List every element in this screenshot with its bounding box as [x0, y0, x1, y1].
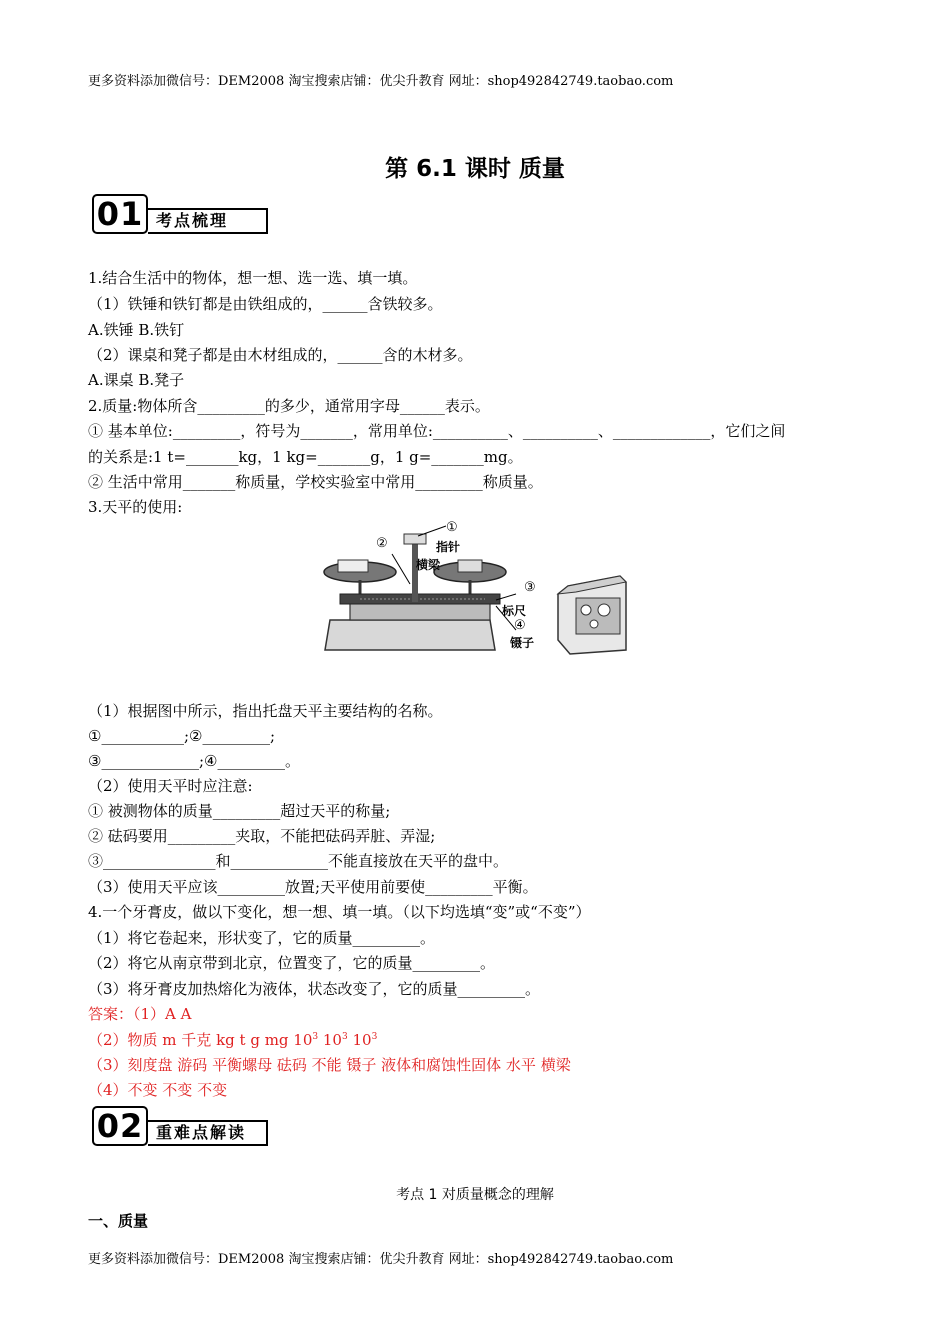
text-line: 4.一个牙膏皮，做以下变化，想一想、填一填。（以下均选填“变”或“不变”）	[88, 903, 591, 921]
text-line: A.铁锤 B.铁钉	[88, 321, 185, 339]
text-line: 3.天平的使用:	[88, 498, 183, 516]
label-n2: ②	[376, 536, 388, 551]
text-line: ③_______________和_____________不能直接放在天平的盘中。	[88, 852, 509, 870]
badge-label: 重难点解读	[148, 1120, 268, 1146]
answer-line-1: 答案：（1）A A	[88, 1005, 192, 1023]
text-line: A.课桌 B.凳子	[88, 371, 185, 389]
answer-line-2: （2）物质 m 千克 kg t g mg $10^3$ $10^3$ $10^3$	[88, 1031, 378, 1049]
text-line: 的关系是:1 t=_______kg，1 kg=_______g，1 g=_______mg。	[88, 448, 523, 466]
badge-number: 01	[92, 194, 148, 234]
text-line: （2）将它从南京带到北京，位置变了，它的质量_________。	[88, 954, 496, 972]
text-line: ①___________;②_________;	[88, 727, 276, 745]
label-pointer: 指针	[436, 540, 461, 554]
text-line: ③_____________;④_________。	[88, 752, 300, 770]
label-tweezers: 镊子	[510, 636, 535, 650]
text-line: ① 被测物体的质量_________超过天平的称量;	[88, 802, 391, 820]
balance-figure	[320, 520, 632, 660]
label-scale: 标尺	[502, 604, 527, 618]
text-line: ② 砝码要用_________夹取，不能把砝码弄脏、弄湿;	[88, 827, 436, 845]
label-n1: ①	[446, 520, 458, 535]
text-line: （2）课桌和凳子都是由木材组成的，______含的木材多。	[88, 346, 473, 364]
label-n3: ③	[524, 580, 536, 595]
subsection-title: 一、质量	[88, 1212, 149, 1230]
text-line: （3）将牙膏皮加热熔化为液体，状态改变了，它的质量_________。	[88, 980, 541, 998]
text-line: （3）使用天平应该_________放置;天平使用前要使_________平衡。	[88, 878, 538, 896]
balance-illustration	[320, 520, 632, 660]
text-line: ② 生活中常用_______称质量，学校实验室中常用_________称质量。	[88, 473, 543, 491]
page-footer: 更多资料添加微信号：DEM2008 淘宝搜索店铺：优尖升教育 网址：shop492842749.taobao.com	[88, 1252, 674, 1267]
text-line: （1）将它卷起来，形状变了，它的质量_________。	[88, 929, 436, 947]
label-n4: ④	[514, 618, 526, 633]
label-beam: 横梁	[416, 558, 441, 572]
text-line: （1）根据图中所示，指出托盘天平主要结构的名称。	[88, 702, 443, 720]
page-header: 更多资料添加微信号：DEM2008 淘宝搜索店铺：优尖升教育 网址：shop492842749.taobao.com	[88, 74, 674, 89]
answer-line-4: （4）不变 不变 不变	[88, 1081, 228, 1099]
badge-number: 02	[92, 1106, 148, 1146]
page-title: 第 6.1 课时 质量	[385, 156, 565, 182]
text-line: ① 基本单位:_________，符号为_______，常用单位:__________、__________、_____________，它们之间	[88, 422, 786, 440]
answer-line-3: （3）刻度盘 游码 平衡螺母 砝码 不能 镊子 液体和腐蚀性固体 水平 横梁	[88, 1056, 571, 1074]
text-line: 1.结合生活中的物体，想一想、选一选、填一填。	[88, 269, 418, 287]
badge-label: 考点梳理	[148, 208, 268, 234]
section-title: 考点 1 对质量概念的理解	[396, 1187, 554, 1203]
text-line: （2）使用天平时应注意:	[88, 777, 253, 795]
text-line: 2.质量:物体所含_________的多少，通常用字母______表示。	[88, 397, 490, 415]
text-line: （1）铁锤和铁钉都是由铁组成的，______含铁较多。	[88, 295, 443, 313]
